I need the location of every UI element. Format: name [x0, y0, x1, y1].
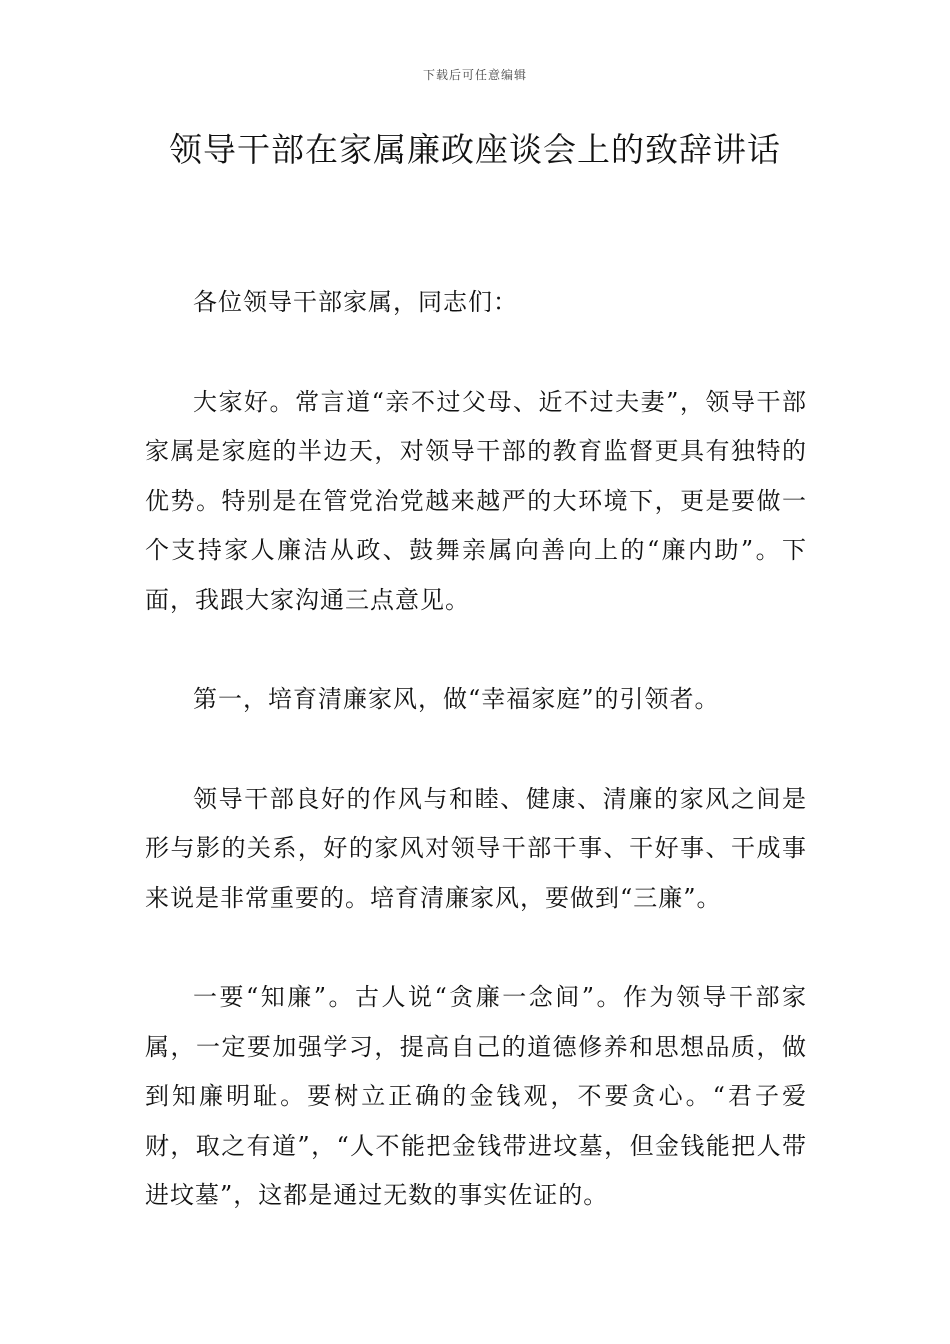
paragraph-family-style: 领导干部良好的作风与和睦、健康、清廉的家风之间是形与影的关系，好的家风对领导干部干事、干好事、干成事来说是非常重要的。培育清廉家风，要做到“三廉”。	[145, 784, 807, 912]
document-body	[145, 278, 807, 1271]
header-note: 下载后可任意编辑	[422, 68, 527, 82]
document-title: 领导干部在家属廉政座谈会上的致辞讲话	[169, 130, 781, 169]
paragraph-section-heading: 第一，培育清廉家风，做“幸福家庭”的引领者。	[193, 685, 720, 713]
paragraph-know-integrity: 一要“知廉”。古人说“贪廉一念间”。作为领导干部家属，一定要加强学习，提高自己的道德修养和思想品质，做到知廉明耻。要树立正确的金钱观，不要贪心。“君子爱财，取之有道”，“人不能把金钱带进坟墓，但金钱能把人带进坟墓”，这都是通过无数的事实佐证的。	[145, 983, 807, 1209]
paragraph-opening: 大家好。常言道“亲不过父母、近不过夫妻”，领导干部家属是家庭的半边天，对领导干部的教育监督更具有独特的优势。特别是在管党治党越来越严的大环境下，更是要做一个支持家人廉洁从政、鼓舞亲属向善向上的“廉内助”。下面，我跟大家沟通三点意见。	[145, 387, 807, 614]
paragraph-greeting: 各位领导干部家属，同志们：	[193, 288, 518, 316]
